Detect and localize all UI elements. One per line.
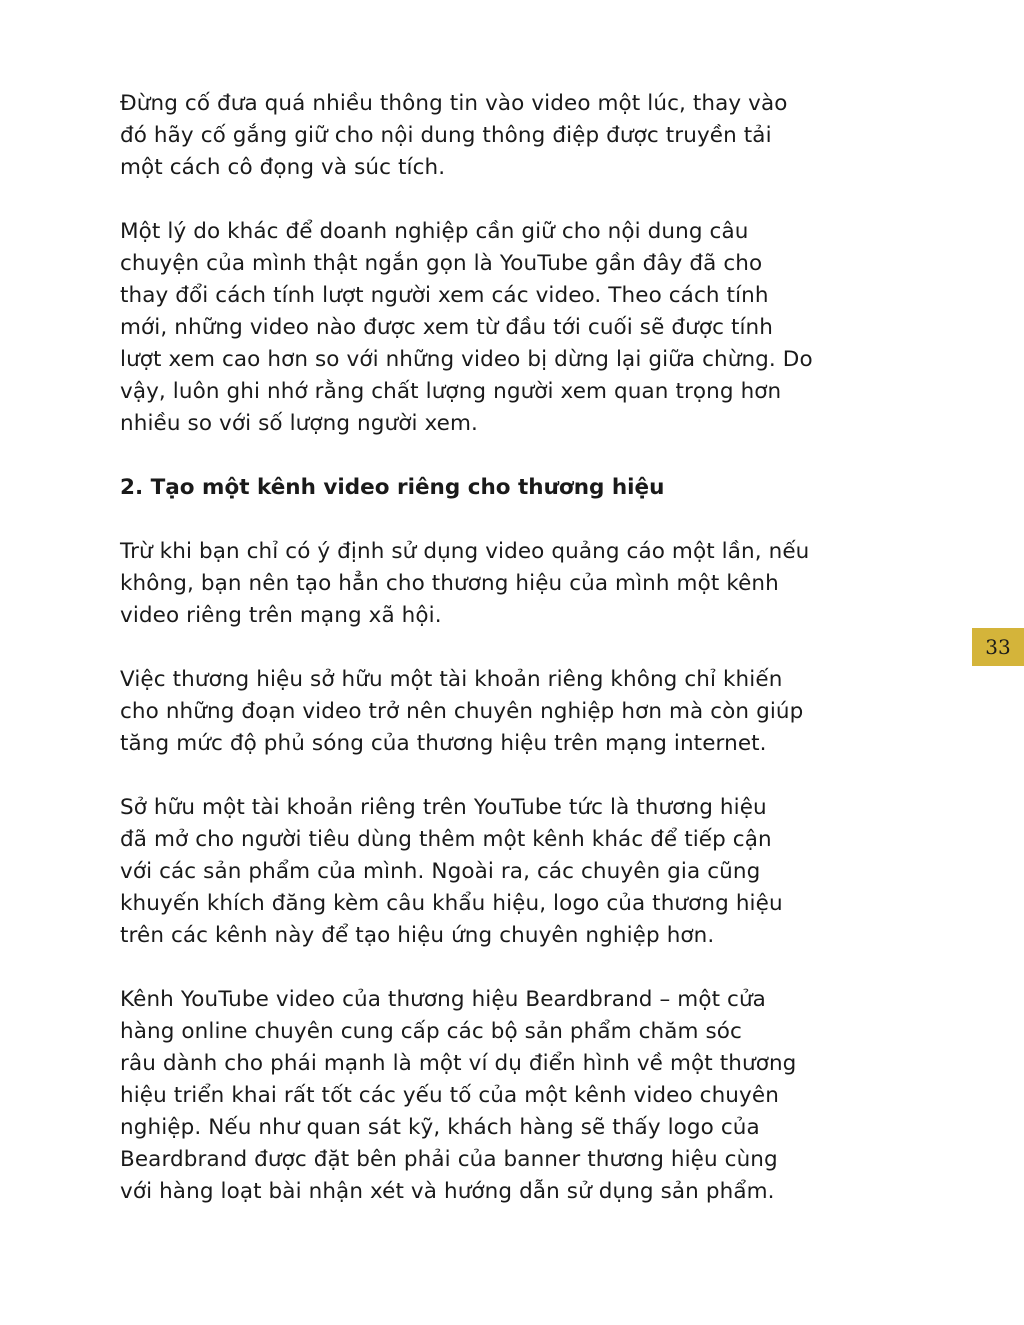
paragraph-6 [120, 984, 910, 1208]
paragraph-line: mới, những video nào được xem từ đầu tới cuối sẽ được tính [120, 315, 774, 340]
paragraph-line: Một lý do khác để doanh nghiệp cần giữ cho nội dung câu [120, 219, 749, 244]
paragraph-line: lượt xem cao hơn so với những video bị dừng lại giữa chừng. Do [120, 347, 813, 372]
paragraph-line: chuyện của mình thật ngắn gọn là YouTube gần đây đã cho [120, 251, 763, 276]
paragraph-line: nhiều so với số lượng người xem. [120, 411, 478, 436]
paragraph-line: không, bạn nên tạo hẳn cho thương hiệu của mình một kênh [120, 571, 779, 596]
paragraph-line: với các sản phẩm của mình. Ngoài ra, các chuyên gia cũng [120, 859, 761, 884]
paragraph-line: Sở hữu một tài khoản riêng trên YouTube tức là thương hiệu [120, 795, 767, 820]
paragraph-line: Việc thương hiệu sở hữu một tài khoản riêng không chỉ khiến [120, 667, 783, 692]
paragraph-line: hiệu triển khai rất tốt các yếu tố của một kênh video chuyên [120, 1083, 779, 1108]
paragraph-line: đã mở cho người tiêu dùng thêm một kênh khác để tiếp cận [120, 827, 772, 852]
paragraph-2 [120, 216, 910, 440]
paragraph-line: tăng mức độ phủ sóng của thương hiệu trên mạng internet. [120, 731, 767, 756]
paragraph-line: Kênh YouTube video của thương hiệu Beardbrand – một cửa [120, 987, 766, 1012]
paragraph-5 [120, 792, 910, 952]
paragraph-1 [120, 88, 910, 184]
paragraph-line: với hàng loạt bài nhận xét và hướng dẫn sử dụng sản phẩm. [120, 1179, 775, 1204]
paragraph-line: hàng online chuyên cung cấp các bộ sản phẩm chăm sóc [120, 1019, 742, 1044]
page-number-badge: 33 [972, 628, 1024, 666]
paragraph-line: video riêng trên mạng xã hội. [120, 603, 442, 628]
paragraph-line: nghiệp. Nếu như quan sát kỹ, khách hàng sẽ thấy logo của [120, 1115, 760, 1140]
paragraph-line: Beardbrand được đặt bên phải của banner thương hiệu cùng [120, 1147, 778, 1172]
page-content [120, 88, 910, 1240]
paragraph-3 [120, 536, 910, 632]
section-heading: 2. Tạo một kênh video riêng cho thương hiệu [120, 475, 665, 500]
paragraph-4 [120, 664, 910, 760]
paragraph-line: Trừ khi bạn chỉ có ý định sử dụng video quảng cáo một lần, nếu [120, 539, 810, 564]
paragraph-line: Đừng cố đưa quá nhiều thông tin vào video một lúc, thay vào [120, 91, 788, 116]
paragraph-line: cho những đoạn video trở nên chuyên nghiệp hơn mà còn giúp [120, 699, 804, 724]
paragraph-line: thay đổi cách tính lượt người xem các video. Theo cách tính [120, 283, 769, 308]
paragraph-line: khuyến khích đăng kèm câu khẩu hiệu, logo của thương hiệu [120, 891, 783, 916]
paragraph-line: một cách cô đọng và súc tích. [120, 155, 446, 180]
paragraph-line: đó hãy cố gắng giữ cho nội dung thông điệp được truyền tải [120, 123, 772, 148]
paragraph-line: trên các kênh này để tạo hiệu ứng chuyên nghiệp hơn. [120, 923, 715, 948]
paragraph-line: râu dành cho phái mạnh là một ví dụ điển hình về một thương [120, 1051, 797, 1076]
paragraph-line: vậy, luôn ghi nhớ rằng chất lượng người xem quan trọng hơn [120, 379, 782, 404]
